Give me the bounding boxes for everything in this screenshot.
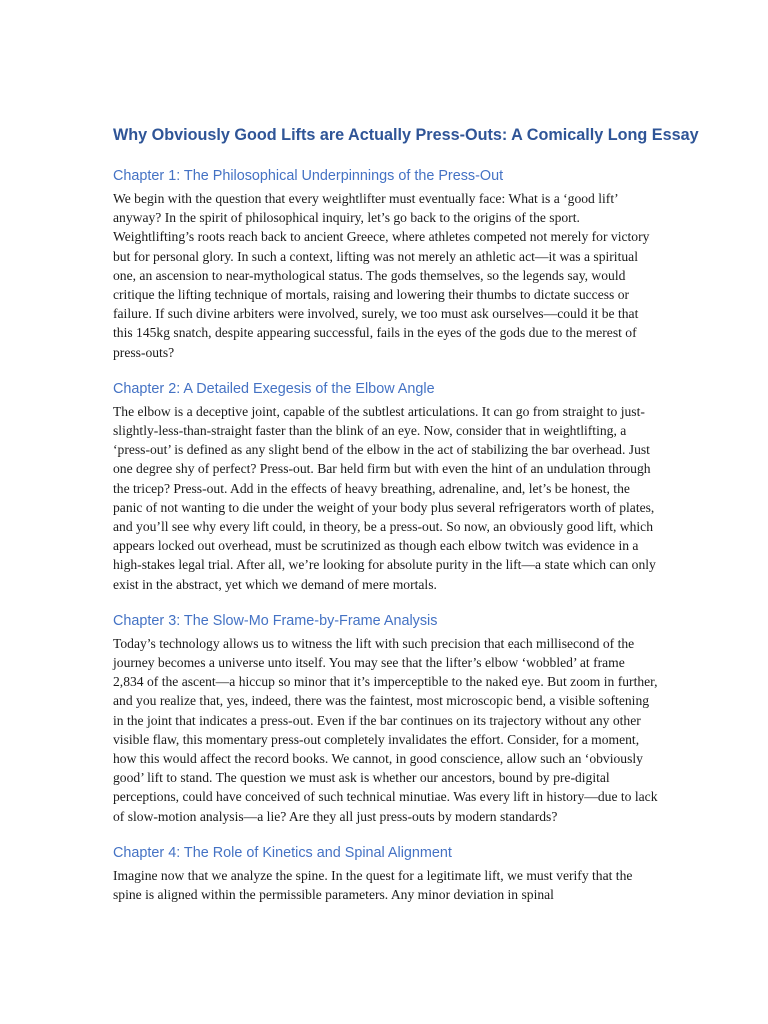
chapter-heading: Chapter 2: A Detailed Exegesis of the Elbow Angle <box>113 380 435 397</box>
document-page <box>113 124 699 921</box>
chapter-body: We begin with the question that every weightlifter must eventually face: What is a ‘good lift’ anyway? In the spirit of philosophical inquiry, let’s go back to the origins of the sport. Weightlifting’s roots reach back to ancient Greece, where athletes competed not merely for victory but for personal glory. In such a context, lifting was not merely an athletic act—it was a spiritual one, an ascension to near-mythological status. The gods themselves, so the legends say, would critique the lifting technique of mortals, raising and lowering their thumbs to dictate success or failure. If such divine arbiters were involved, surely, we too must ask ourselves—could it be that this 145kg snatch, despite appearing successful, fails in the eyes of the gods due to the merest of press-outs? <box>113 191 650 360</box>
chapter-body: The elbow is a deceptive joint, capable of the subtlest articulations. It can go from straight to just-slightly-less-than-straight faster than the blink of an eye. Now, consider that in weightlifting, a ‘press-out’ is defined as any slight bend of the elbow in the act of stabilizing the bar overhead. Just one degree shy of perfect? Press-out. Bar held firm but with even the hint of an undulation through the tricep? Press-out. Add in the effects of heavy breathing, adrenaline, and, let’s be honest, the panic of not wanting to die under the weight of your body plus several refrigerators worth of plates, and you’ll see why every lift could, in theory, be a press-out. So now, an obviously good lift, which appears locked out overhead, must be scrutinized as though each elbow twitch was evidence in a high-stakes legal trial. After all, we’re looking for absolute purity in the lift—a state which can only exist in the abstract, yet which we demand of mere mortals. <box>113 403 656 592</box>
chapter-3 <box>113 611 658 826</box>
chapter-body: Today’s technology allows us to witness the lift with such precision that each millisecond of the journey becomes a universe unto itself. You may see that the lifter’s elbow ‘wobbled’ at frame 2,834 of the ascent—a hiccup so minor that it’s imperceptible to the naked eye. But zoom in further, and you realize that, yes, indeed, there was the faintest, most microscopic bend, a visible softening in the joint that indicates a press-out. Even if the bar continues on its trajectory without any other visible flaw, this momentary press-out completely invalidates the effort. Consider, for a moment, how this would affect the record books. We cannot, in good conscience, allow such an ‘obviously good’ lift to stand. The question we must ask is whether our ancestors, bound by pre-digital perceptions, could have conceived of such technical minutiae. Was every lift in history—due to lack of slow-motion analysis—a lie? Are they all just press-outs by modern standards? <box>113 635 658 824</box>
chapter-heading: Chapter 4: The Role of Kinetics and Spinal Alignment <box>113 844 452 861</box>
chapter-heading: Chapter 3: The Slow-Mo Frame-by-Frame Analysis <box>113 612 438 629</box>
chapter-4 <box>113 843 658 904</box>
document-title: Why Obviously Good Lifts are Actually Press-Outs: A Comically Long Essay <box>113 126 699 144</box>
chapter-1 <box>113 166 658 362</box>
chapter-heading: Chapter 1: The Philosophical Underpinnings of the Press-Out <box>113 168 504 184</box>
chapter-2 <box>113 379 658 594</box>
chapter-body: Imagine now that we analyze the spine. In the quest for a legitimate lift, we must verify that the spine is aligned within the permissible parameters. Any minor deviation in spinal <box>113 867 633 903</box>
